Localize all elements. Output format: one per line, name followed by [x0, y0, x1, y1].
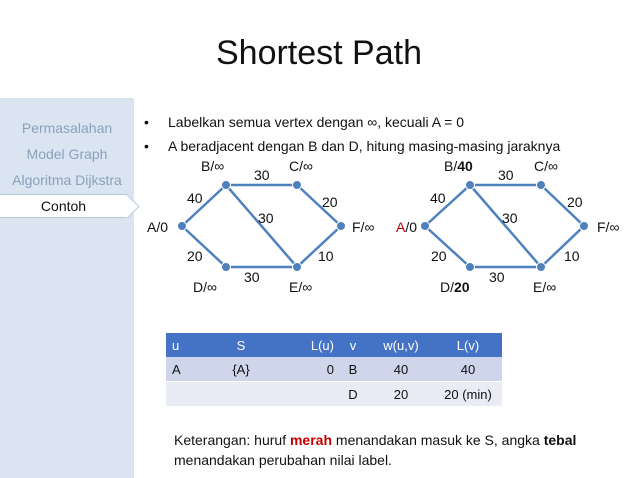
graph1-weight-bc: 30	[254, 167, 270, 183]
note-part-1: Keterangan: huruf	[174, 432, 290, 448]
graph2-weight-cf: 20	[567, 194, 583, 210]
table-header-v: v	[338, 333, 368, 357]
table-header-w: w(u,v)	[368, 333, 434, 357]
graph2-weight-de: 30	[489, 269, 505, 285]
graph2-label-a	[396, 219, 417, 235]
table-row	[166, 382, 502, 407]
node-f	[337, 222, 346, 231]
node-d	[222, 263, 231, 272]
graph2-label-c: C/∞	[534, 158, 558, 174]
node-c	[293, 181, 302, 190]
graph2-label-b-value: 40	[457, 158, 473, 174]
table-header-u: u	[166, 333, 198, 357]
table-cell: 0	[284, 357, 338, 382]
graph2-label-d	[440, 279, 470, 295]
graph1-label-c: C/∞	[289, 158, 313, 174]
edge-b-e-2	[470, 185, 541, 267]
node-b-2	[466, 181, 475, 190]
table-header-row	[166, 333, 502, 357]
note-part-2: menandakan masuk ke S, angka	[332, 432, 544, 448]
graph2-weight-ad: 20	[431, 248, 447, 264]
table-cell	[166, 382, 198, 407]
graph2-label-e: E/∞	[533, 279, 557, 295]
node-d-2	[466, 263, 475, 272]
bullet-symbol: •	[144, 138, 149, 154]
graph1-weight-ab: 40	[187, 190, 203, 206]
node-e	[293, 263, 302, 272]
graph2-label-d-value: 20	[454, 279, 470, 295]
graph2-weight-ab: 40	[430, 190, 446, 206]
label-table	[166, 333, 502, 407]
table-row	[166, 357, 502, 382]
note-part-3: menandakan perubahan nilai label.	[174, 452, 392, 468]
graph1-weight-ad: 20	[187, 248, 203, 264]
bullet-text-2: A beradjacent dengan B dan D, hitung masing-masing jaraknya	[168, 138, 561, 154]
table-cell: B	[338, 357, 368, 382]
graph2-label-a-letter: A	[396, 219, 406, 235]
note-red-word: merah	[289, 432, 333, 448]
sidebar-item-algoritma-dijkstra[interactable]: Algoritma Dijkstra	[12, 172, 122, 188]
table-cell: 40	[368, 357, 434, 382]
graph1-weight-ef: 10	[318, 248, 334, 264]
graph2-label-d-prefix: D/	[440, 279, 454, 295]
table-cell: D	[338, 382, 368, 407]
graph2-label-b	[444, 158, 473, 174]
table-cell	[198, 382, 284, 407]
table-cell: 20 (min)	[434, 382, 502, 407]
table-cell: 20	[368, 382, 434, 407]
table-cell: {A}	[198, 357, 284, 382]
node-f-2	[580, 222, 589, 231]
node-a	[178, 222, 187, 231]
graph2-label-a-rest: /0	[405, 219, 418, 235]
graph1-weight-be: 30	[258, 210, 274, 226]
bullet-text-1: Labelkan semua vertex dengan ∞, kecuali A = 0	[168, 114, 465, 130]
bullet-symbol: •	[144, 114, 149, 130]
graph1-weight-cf: 20	[322, 194, 338, 210]
sidebar-item-model-graph[interactable]: Model Graph	[26, 146, 108, 162]
graph1-weight-de: 30	[244, 269, 260, 285]
note-bold-word: tebal	[543, 432, 577, 448]
table-cell: 40	[434, 357, 502, 382]
legend-note	[174, 430, 594, 470]
graph2-label-f: F/∞	[597, 219, 620, 235]
graph2-weight-ef: 10	[564, 248, 580, 264]
sidebar-item-contoh[interactable]: Contoh	[0, 194, 128, 218]
table-header-s: S	[198, 333, 284, 357]
node-a-2	[421, 222, 430, 231]
slide-title: Shortest Path	[215, 34, 422, 72]
node-b	[222, 181, 231, 190]
node-e-2	[537, 263, 546, 272]
table-cell	[284, 382, 338, 407]
graph1-label-e: E/∞	[289, 279, 313, 295]
table-header-lu: L(u)	[284, 333, 338, 357]
node-c-2	[537, 181, 546, 190]
graph1-label-f: F/∞	[352, 219, 375, 235]
graph2-label-b-prefix: B/	[444, 158, 458, 174]
table-header-lv: L(v)	[434, 333, 502, 357]
graph1-label-a: A/0	[147, 219, 169, 235]
graph2-weight-bc: 30	[498, 167, 514, 183]
sidebar-item-permasalahan[interactable]: Permasalahan	[21, 120, 113, 136]
edge-b-e	[226, 185, 297, 267]
table-cell: A	[166, 357, 198, 382]
graph2-weight-be: 30	[502, 210, 518, 226]
graph1-label-d: D/∞	[193, 279, 217, 295]
graph1-label-b: B/∞	[201, 158, 225, 174]
